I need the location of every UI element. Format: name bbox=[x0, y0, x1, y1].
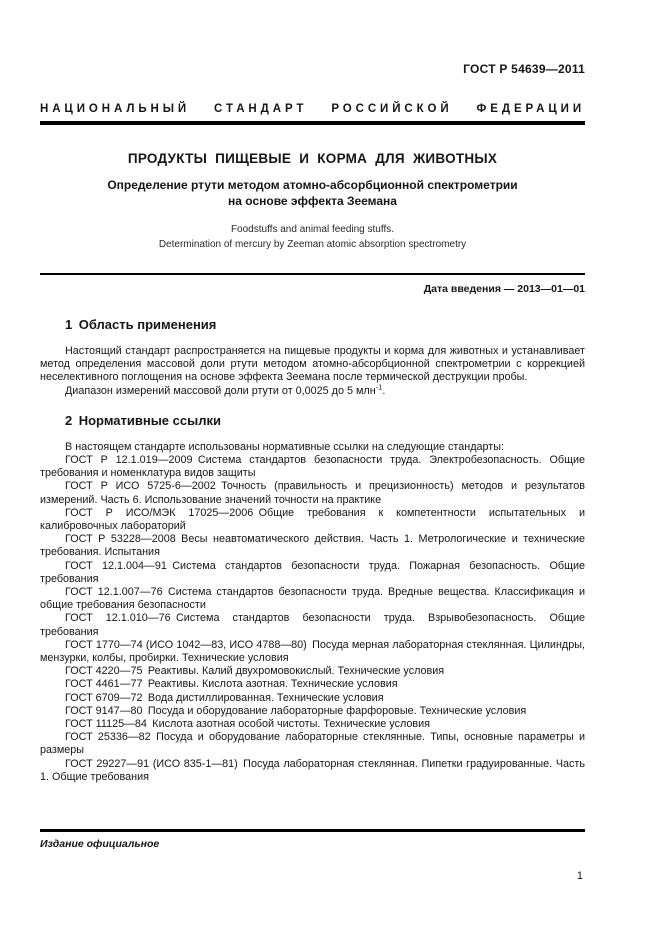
measurement-range-paragraph bbox=[40, 382, 585, 398]
reference-item: ГОСТ Р 12.1.019—2009 Система стандартов безопасности труда. Электробезопасность. Общие требования и номенклатура видов защиты bbox=[40, 454, 585, 480]
reference-item: ГОСТ Р 53228—2008 Весы неавтоматического действия. Часть 1. Метрологические и технические требования. Испытания bbox=[40, 533, 585, 559]
edition-note: Издание официальное bbox=[40, 838, 160, 850]
reference-item: ГОСТ 25336—82 Посуда и оборудование лабораторные стеклянные. Типы, основные параметры и размеры bbox=[40, 731, 585, 757]
references-intro: В настоящем стандарте использованы нормативные ссылки на следующие стандарты: bbox=[65, 440, 504, 453]
reference-item: ГОСТ 12.1.007—76 Система стандартов безопасности труда. Вредные вещества. Классификация и общие требования безопасности bbox=[40, 586, 585, 612]
section-1-heading: 1 Область применения bbox=[65, 317, 217, 332]
section-1-paragraph: Настоящий стандарт распространяется на пищевые продукты и корма для животных и устанавливает метод определения массовой доли ртути методом атомно-абсорбционной спектрометрии с коррекцией неселективного поглощения на основе эффекта Зеемана после термической деструкции пробы. bbox=[40, 345, 585, 384]
footer-rule bbox=[40, 829, 585, 832]
title-separator-rule bbox=[40, 273, 585, 275]
doc-code: ГОСТ Р 54639—2011 bbox=[463, 62, 585, 76]
effective-date: Дата введения — 2013—01—01 bbox=[423, 283, 585, 295]
section-2-heading: 2 Нормативные ссылки bbox=[65, 412, 221, 428]
reference-item: ГОСТ Р ИСО 5725-6—2002 Точность (правильность и прецизионность) методов и результатов измерений. Часть 6. Использование значений точности на практике bbox=[40, 480, 585, 506]
reference-item: ГОСТ Р ИСО/МЭК 17025—2006 Общие требования к компетентности испытательных и калибровочных лабораторий bbox=[40, 506, 585, 533]
subtitle-line-1: Определение ртути методом атомно-абсорбционной спектрометрии bbox=[107, 178, 518, 192]
reference-item: ГОСТ 12.1.004—91 Система стандартов безопасности труда. Пожарная безопасность. Общие требования bbox=[40, 559, 585, 585]
reference-item: ГОСТ 4220—75 Реактивы. Калий двухромовокислый. Технические условия bbox=[65, 665, 445, 678]
range-superscript: -1 bbox=[375, 382, 383, 392]
document-title-en bbox=[40, 222, 585, 252]
range-text: Диапазон измерений массовой доли ртути от 0,0025 до 5 млн bbox=[65, 384, 376, 397]
page-number: 1 bbox=[576, 870, 583, 882]
reference-item: ГОСТ 6709—72 Вода дистиллированная. Технические условия bbox=[65, 691, 384, 704]
subtitle-line-2: на основе эффекта Зеемана bbox=[228, 194, 397, 208]
reference-item: ГОСТ 1770—74 (ИСО 1042—83, ИСО 4788—80) Посуда мерная лабораторная стеклянная. Цилиндры, мензурки, колбы, пробирки. Технические условия bbox=[40, 638, 585, 665]
reference-item: ГОСТ 12.1.010—76 Система стандартов безопасности труда. Взрывобезопасность. Общие требования bbox=[40, 612, 585, 638]
reference-item: ГОСТ 29227—91 (ИСО 835-1—81) Посуда лабораторная стеклянная. Пипетки градуированные. Часть 1. Общие требования bbox=[40, 757, 585, 783]
title-en-line-1: Foodstuffs and animal feeding stuffs. bbox=[230, 224, 395, 235]
header-rule bbox=[40, 121, 585, 125]
reference-item: ГОСТ 9147—80 Посуда и оборудование лабораторные фарфоровые. Технические условия bbox=[65, 704, 527, 717]
document-title-ru: ПРОДУКТЫ ПИЩЕВЫЕ И КОРМА ДЛЯ ЖИВОТНЫХ bbox=[127, 151, 498, 166]
reference-item: ГОСТ 4461—77 Реактивы. Кислота азотная. Технические условия bbox=[65, 678, 398, 691]
standard-type-header: НАЦИОНАЛЬНЫЙ СТАНДАРТ РОССИЙСКОЙ ФЕДЕРАЦИИ bbox=[40, 103, 585, 115]
reference-item: ГОСТ 11125—84 Кислота азотная особой чистоты. Технические условия bbox=[65, 718, 431, 731]
title-en-line-2: Determination of mercury by Zeeman atomic absorption spectrometry bbox=[158, 239, 467, 250]
range-period: . bbox=[382, 384, 386, 397]
document-subtitle-ru bbox=[40, 177, 585, 209]
